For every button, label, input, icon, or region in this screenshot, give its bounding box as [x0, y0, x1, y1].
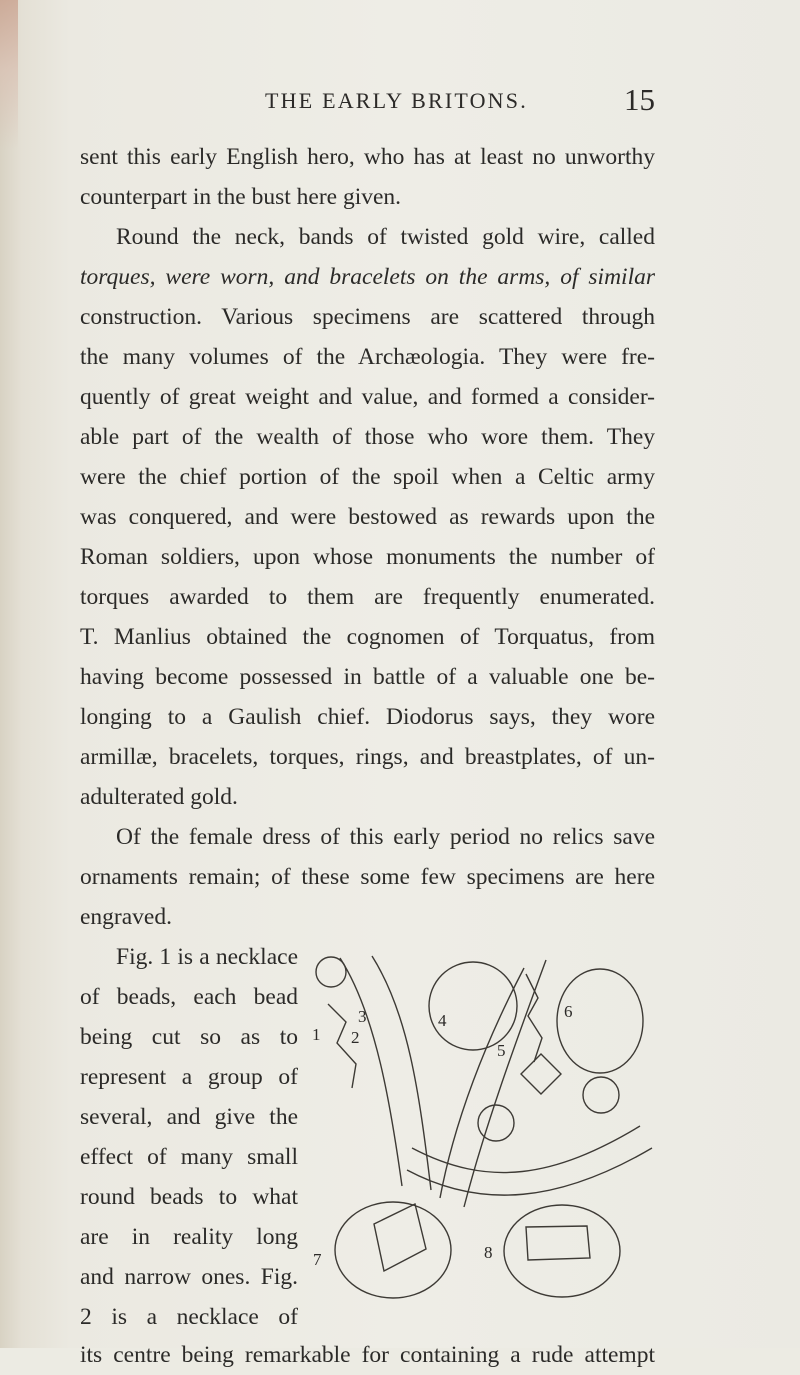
- figure-label-8: 8: [484, 1243, 493, 1262]
- wrap-line: are in reality long: [80, 1224, 298, 1250]
- wrap-line: effect of many small: [80, 1144, 298, 1170]
- geometric-pattern-icon: [374, 1204, 426, 1271]
- figure-label-1: 1: [312, 1025, 321, 1044]
- page-edge-stain: [0, 0, 18, 150]
- body-line: having become possessed in battle of a valuable one be-: [80, 664, 655, 690]
- figure-label-5: 5: [497, 1041, 506, 1060]
- body-line: longing to a Gaulish chief. Diodorus says, they wore: [80, 704, 655, 730]
- bead-strand-3: [440, 968, 524, 1198]
- body-line: torques awarded to them are frequently enumerated.: [80, 584, 655, 610]
- wrap-line: Fig. 1 is a necklace: [116, 944, 298, 970]
- figure-label-2: 2: [351, 1028, 360, 1047]
- torques-italic: torques, were worn, and bracelets on the arms, of similar: [80, 264, 655, 290]
- wrap-line: several, and give the: [80, 1104, 298, 1130]
- wrap-line: and narrow ones. Fig.: [80, 1264, 298, 1290]
- body-line: counterpart in the bust here given.: [80, 184, 402, 210]
- necklace-engraving: [298, 940, 656, 1300]
- ornament-icon: [335, 1202, 451, 1298]
- wrap-line: round beads to what: [80, 1184, 298, 1210]
- page-number: 15: [624, 82, 655, 117]
- wrap-line: represent a group of: [80, 1064, 298, 1090]
- body-line: adulterated gold.: [80, 784, 238, 810]
- body-line: were the chief portion of the spoil when a Celtic army: [80, 464, 655, 490]
- figure-label-4: 4: [438, 1011, 447, 1030]
- body-line: Roman soldiers, upon whose monuments the number of: [80, 544, 655, 570]
- bead-strand-5: [412, 1126, 640, 1173]
- chevron-chain-icon: [526, 974, 542, 1062]
- figure-label-7: 7: [313, 1250, 322, 1269]
- figure-label-3: 3: [358, 1007, 367, 1026]
- body-line: ornaments remain; of these some few specimens are here: [80, 864, 655, 890]
- body-line: Of the female dress of this early period no relics save: [116, 824, 655, 850]
- bead-cluster-icon: [583, 1077, 619, 1113]
- diamond-pendant-icon: [521, 1054, 561, 1094]
- bead-cluster-icon: [478, 1105, 514, 1141]
- body-line: sent this early English hero, who has at least no unworthy: [80, 144, 655, 170]
- body-line: armillæ, bracelets, torques, rings, and breastplates, of un-: [80, 744, 655, 770]
- grid-pattern-icon: [526, 1226, 590, 1260]
- body-line: construction. Various specimens are scattered through: [80, 304, 655, 330]
- bead-strand-6: [407, 1148, 652, 1195]
- body-line: able part of the wealth of those who wore them. They: [80, 424, 655, 450]
- figure-label-6: 6: [564, 1002, 573, 1021]
- body-line: Round the neck, bands of twisted gold wire, called: [116, 224, 655, 250]
- body-line-italic-start: [80, 257, 655, 297]
- bead-strand-1: [340, 958, 402, 1186]
- bead-cluster-icon: [316, 957, 346, 987]
- body-line: its centre being remarkable for containing a rude attempt: [80, 1342, 655, 1368]
- jewelry-figure-svg: [298, 940, 656, 1300]
- body-line: the many volumes of the Archæologia. They were fre-: [80, 344, 655, 370]
- running-head: [80, 82, 655, 122]
- body-line: engraved.: [80, 904, 172, 930]
- wrap-line: 2 is a necklace of: [80, 1304, 298, 1330]
- ornament-icon: [504, 1205, 620, 1297]
- running-title: THE EARLY BRITONS.: [265, 88, 528, 113]
- bracelet-icon: [557, 969, 643, 1073]
- body-line: was conquered, and were bestowed as rewards upon the: [80, 504, 655, 530]
- wrap-line: being cut so as to: [80, 1024, 298, 1050]
- body-line: T. Manlius obtained the cognomen of Torquatus, from: [80, 624, 655, 650]
- bead-strand-2: [372, 956, 431, 1190]
- body-line: quently of great weight and value, and formed a consider-: [80, 384, 655, 410]
- wrap-line: of beads, each bead: [80, 984, 298, 1010]
- ring-icon: [429, 962, 517, 1050]
